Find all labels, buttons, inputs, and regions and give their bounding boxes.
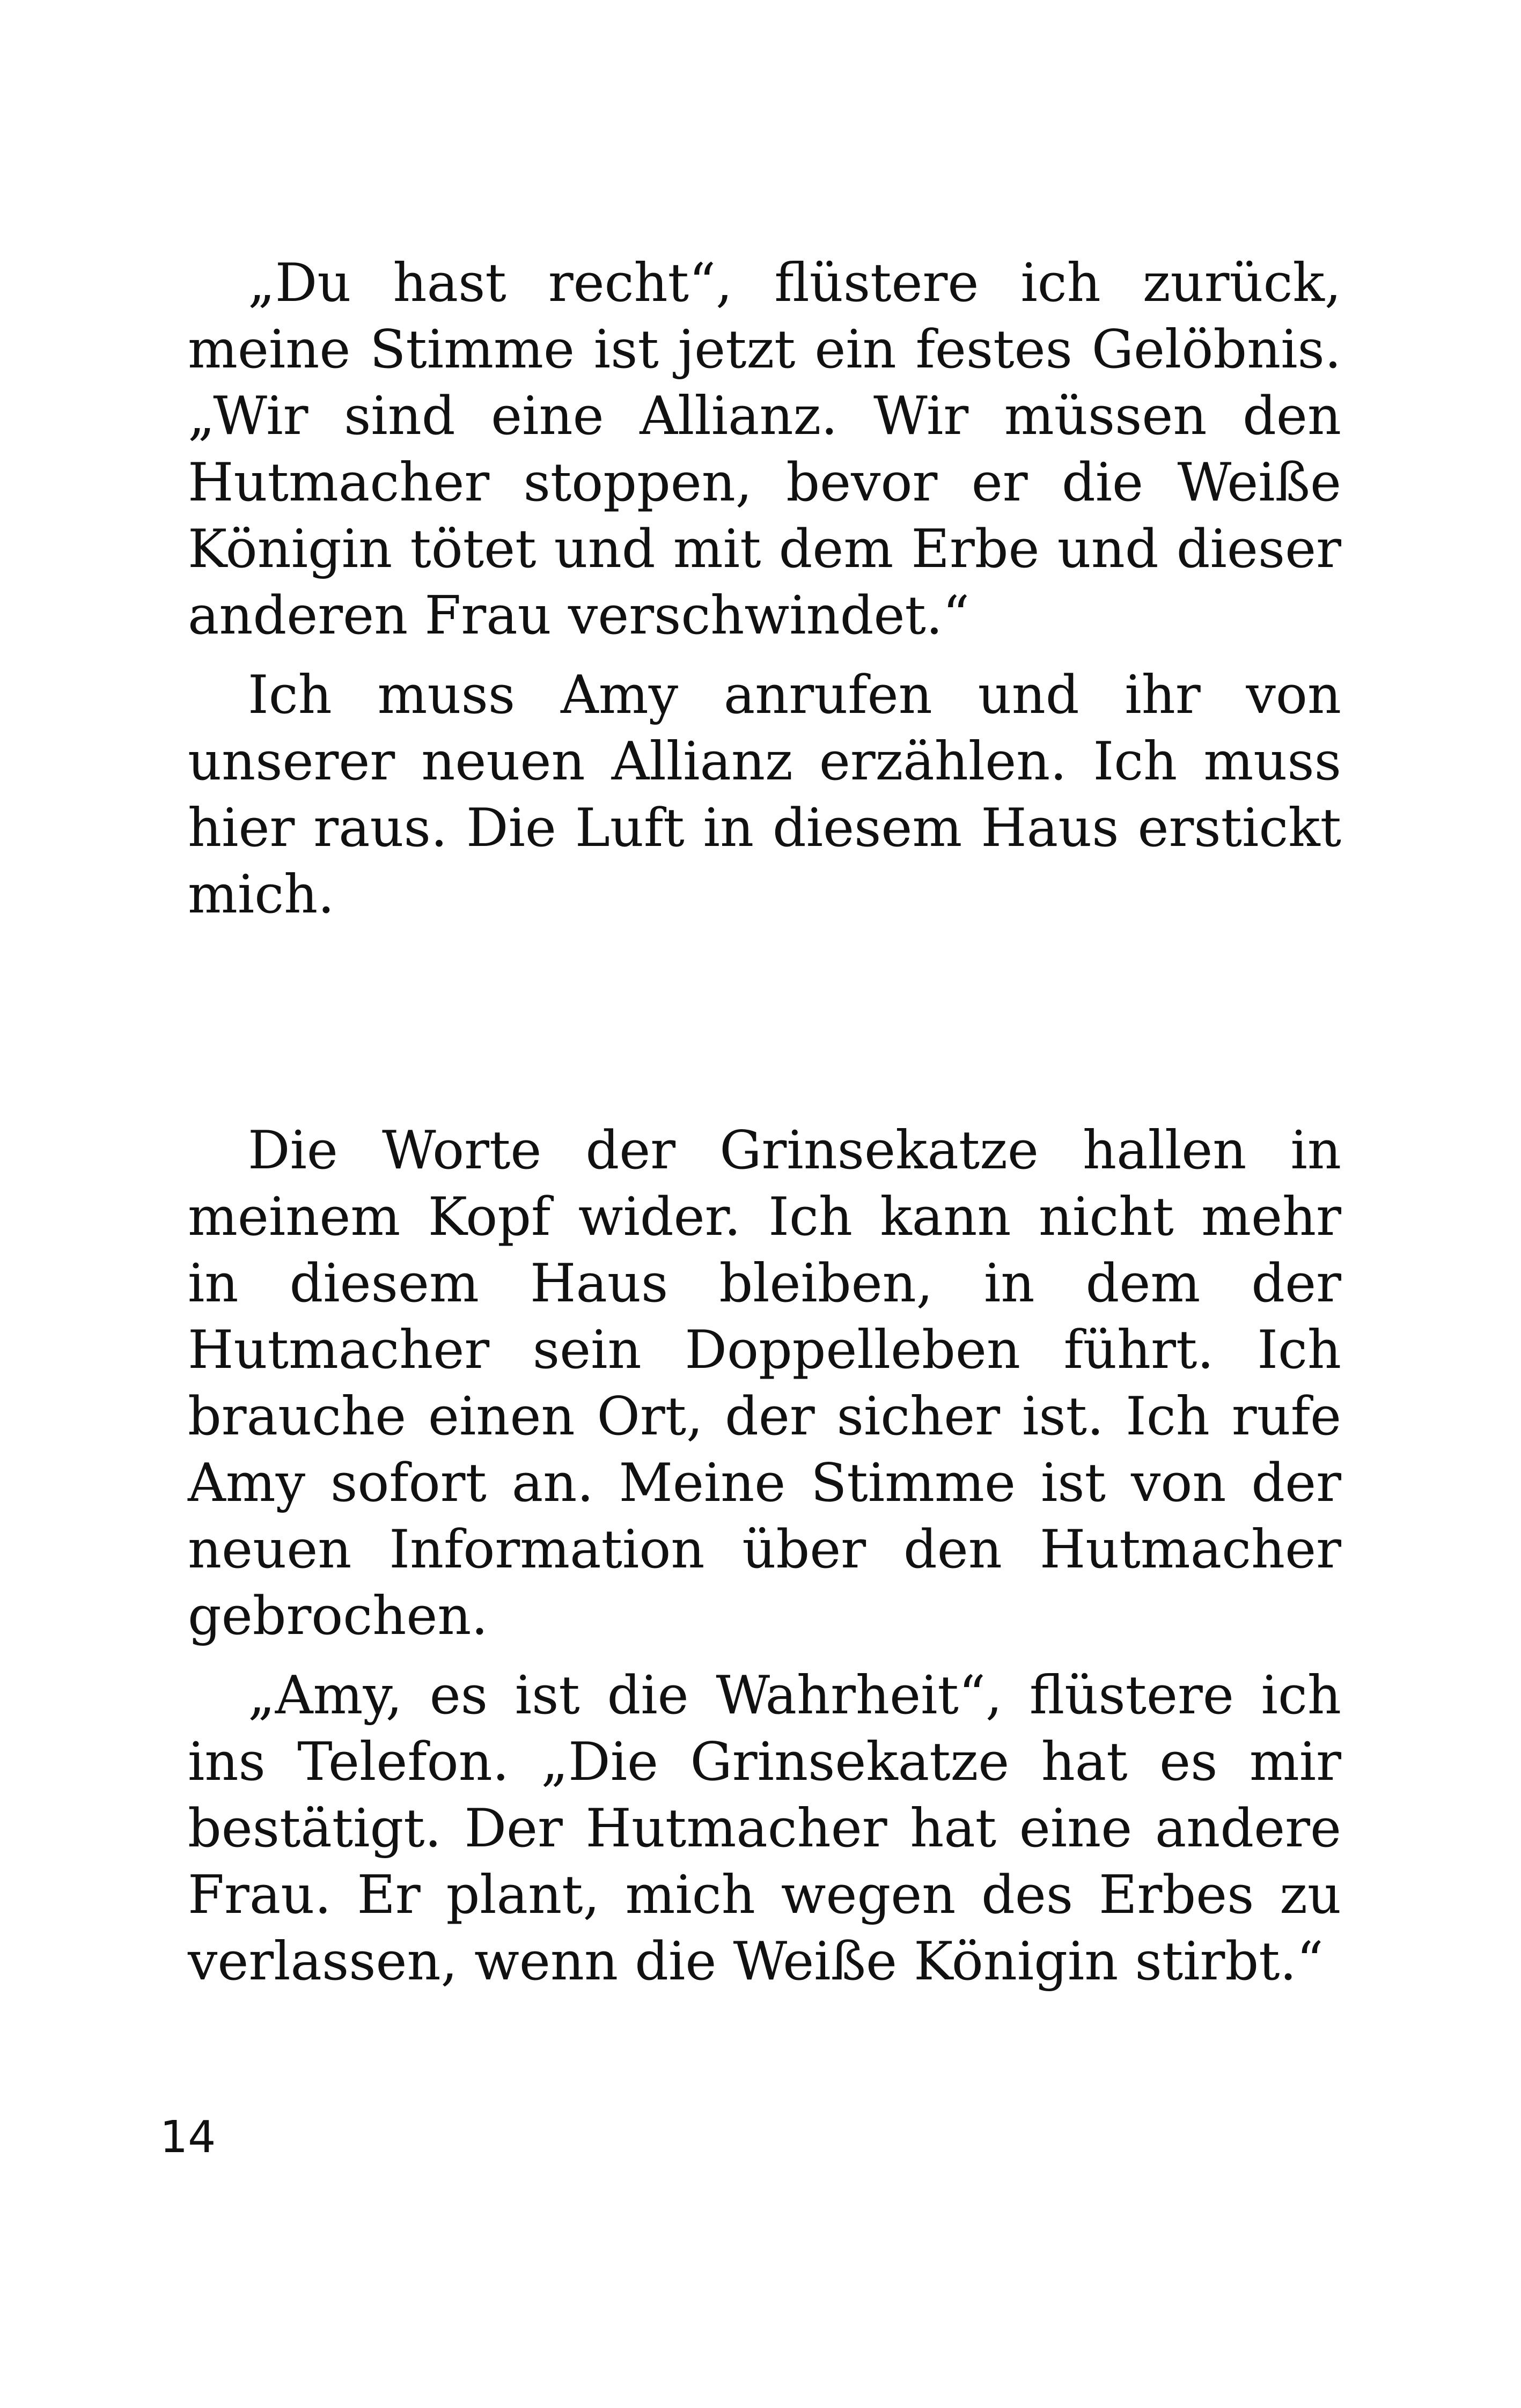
section-two [188, 1117, 1341, 1995]
paragraph-grinsekatze-words: Die Worte der Grinsekatze hallen in meinem Kopf wider. Ich kann nicht mehr in diesem Haus bleiben, in dem der Hutmacher sein Doppelleben führt. Ich brauche einen Ort, der sicher ist. Ich rufe Amy sofort an. Meine Stimme ist von der neuen Information über den Hutmacher gebrochen. [188, 1120, 1341, 1647]
page-number: 14 [160, 2112, 216, 2163]
paragraph-pledge: „Du hast recht“, flüstere ich zurück, meine Stimme ist jetzt ein festes Gelöbnis. „Wir sind eine Allianz. Wir müssen den Hutmacher stoppen, bevor er die Weiße Königin tötet und mit dem Erbe und dieser anderen Frau verschwindet.“ [188, 253, 1341, 646]
paragraph-call-amy: Ich muss Amy anrufen und ihr von unserer neuen Allianz erzählen. Ich muss hier raus. Die Luft in diesem Haus erstickt mich. [188, 665, 1341, 925]
section-one [188, 250, 1341, 928]
paragraph-phone-call: „Amy, es ist die Wahrheit“, flüstere ich ins Telefon. „Die Grinsekatze hat es mir bestätigt. Der Hutmacher hat eine andere Frau. Er plant, mich wegen des Erbes zu verlassen, wenn die Weiße Königin stirbt.“ [188, 1665, 1341, 1992]
